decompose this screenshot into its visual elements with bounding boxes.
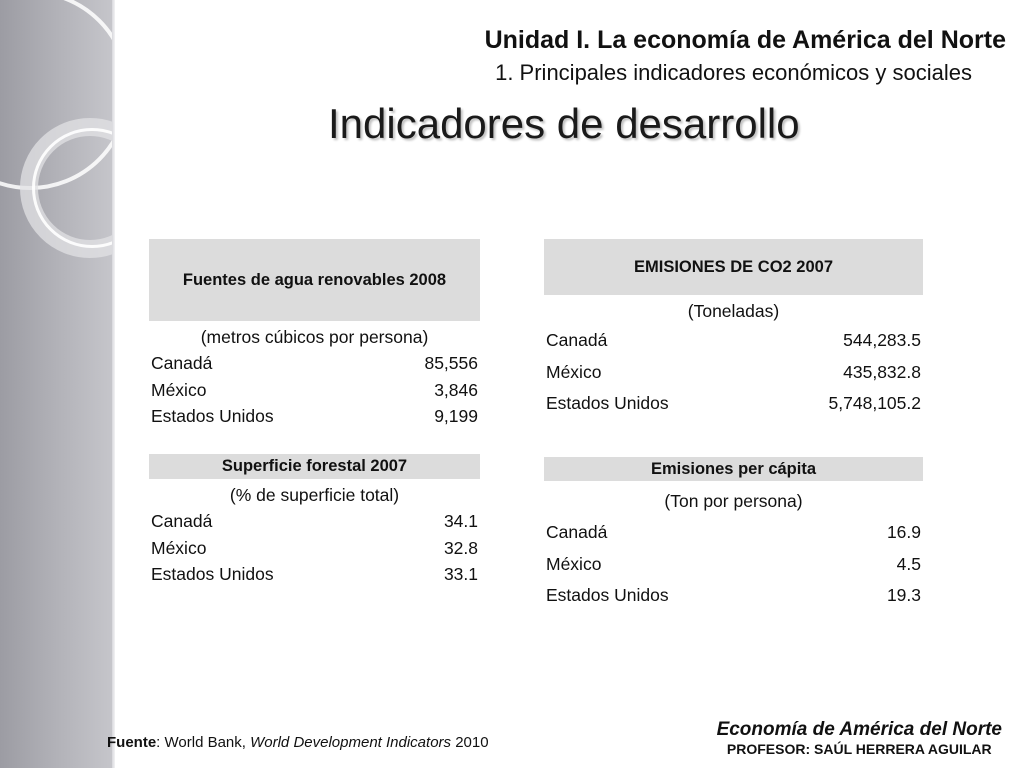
table-row xyxy=(149,403,480,430)
value-cell: 85,556 xyxy=(424,353,478,373)
table-row xyxy=(544,580,923,612)
table-header: Emisiones per cápita xyxy=(544,457,923,481)
table-unit: (% de superficie total) xyxy=(229,485,400,505)
value-cell: 9,199 xyxy=(434,406,478,426)
table-row xyxy=(544,549,923,581)
co2-emissions-table xyxy=(544,239,923,420)
table-row xyxy=(149,508,480,535)
value-cell: 544,283.5 xyxy=(843,330,921,350)
per-capita-emissions-table xyxy=(544,457,923,612)
table-row xyxy=(544,325,923,357)
forest-area-table xyxy=(149,454,480,588)
unit-title: Unidad I. La economía de América del Norte xyxy=(484,26,1006,54)
table-row xyxy=(149,377,480,404)
table-row xyxy=(149,535,480,562)
unit-subtitle: 1. Principales indicadores económicos y sociales xyxy=(495,60,972,85)
value-cell: 32.8 xyxy=(443,537,478,558)
source-label: Fuente xyxy=(107,734,157,751)
table-unit: (Ton por persona) xyxy=(664,491,803,511)
table-row xyxy=(544,388,923,420)
value-cell: 33.1 xyxy=(443,564,478,584)
country-cell: Estados Unidos xyxy=(546,585,669,605)
value-cell: 19.3 xyxy=(886,585,921,605)
table-header: Superficie forestal 2007 xyxy=(149,454,480,479)
country-cell: Canadá xyxy=(546,522,608,542)
value-cell: 4.5 xyxy=(896,553,921,574)
source-year: 2010 xyxy=(451,734,489,751)
country-cell: México xyxy=(546,553,602,574)
value-cell: 3,846 xyxy=(434,379,478,400)
source-publisher: : World Bank, xyxy=(156,734,251,751)
table-row xyxy=(149,561,480,588)
table-header: EMISIONES DE CO2 2007 xyxy=(544,239,923,295)
sidebar-edge xyxy=(112,0,115,768)
table-header: Fuentes de agua renovables 2008 xyxy=(149,239,480,321)
country-cell: México xyxy=(151,537,207,558)
country-cell: Canadá xyxy=(546,330,608,350)
course-name: Economía de América del Norte xyxy=(716,719,1002,740)
country-cell: Estados Unidos xyxy=(546,393,669,413)
table-unit: (metros cúbicos por persona) xyxy=(200,327,429,347)
slide-title: Indicadores de desarrollo xyxy=(328,100,800,147)
table-row xyxy=(544,357,923,389)
table-row xyxy=(149,350,480,377)
source-publication: World Development Indicators xyxy=(250,734,452,751)
country-cell: México xyxy=(546,361,602,382)
decorative-sidebar xyxy=(0,0,114,768)
footer xyxy=(717,719,1002,757)
value-cell: 5,748,105.2 xyxy=(828,393,921,413)
country-cell: Estados Unidos xyxy=(151,406,274,426)
professor-name: PROFESOR: SAÚL HERRERA AGUILAR xyxy=(726,741,992,757)
country-cell: Canadá xyxy=(151,353,213,373)
country-cell: México xyxy=(151,379,207,400)
value-cell: 435,832.8 xyxy=(843,361,921,382)
value-cell: 34.1 xyxy=(443,511,478,531)
value-cell: 16.9 xyxy=(886,522,921,542)
source-note xyxy=(107,734,489,751)
country-cell: Canadá xyxy=(151,511,213,531)
table-row xyxy=(544,517,923,549)
water-resources-table xyxy=(149,239,480,430)
country-cell: Estados Unidos xyxy=(151,564,274,584)
table-unit: (Toneladas) xyxy=(687,301,780,321)
